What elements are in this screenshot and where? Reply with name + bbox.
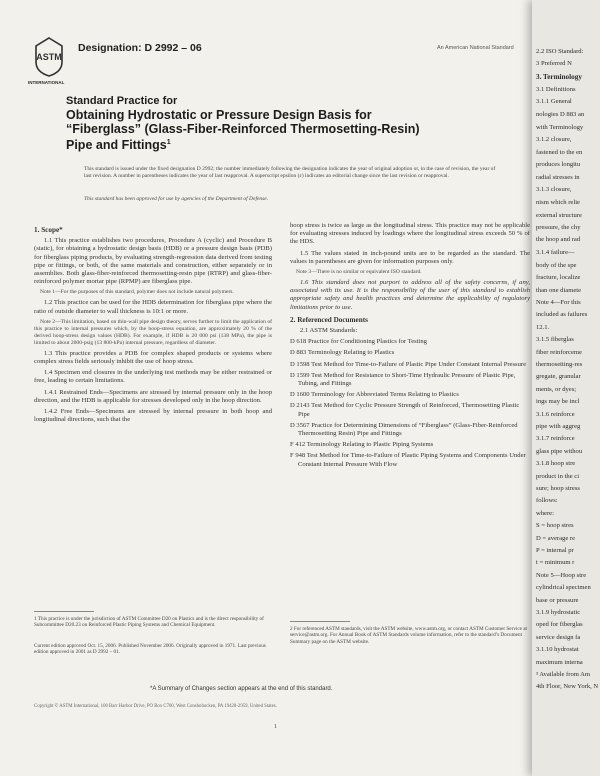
next-page-line: radial stresses in [536,173,580,181]
next-page-line: 3.1.8 hoop stre [536,460,576,468]
issuance-note: This standard is issued under the fixed designation D 2992; the number immediately following the designation indicates the year of original adoption or, in the case of revision, the year of last revision. A number in parentheses indicates the year of last reapproval. A superscript epsilon (ε) indicates an editorial change since the last revision or reapproval. [84,166,496,179]
footnote-1: 1 This practice is under the jurisdiction of ASTM Committee D20 on Plastics and is the direct responsibility of Subcommittee D20.23 on Reinforced Plastic Piping Systems and Chemical Equipment. [34,616,264,629]
next-page-line: glass pipe withou [536,447,583,455]
next-page-line: 3.1.6 reinforce [536,410,575,418]
reference-item: D 2143 Test Method for Cyclic Pressure Strength of Reinforced, Thermosetting Plastic Pipe [290,402,520,418]
left-column [34,222,272,427]
summary-of-changes-note: *A Summary of Changes section appears at the end of this standard. [150,686,333,692]
next-page-line: nologies D 883 an [536,111,585,119]
next-page-line: produces longitu [536,161,581,169]
next-page-line: ings may be incl [536,398,580,406]
astm-standards-intro: 2.1 ASTM Standards: [300,327,358,335]
page-number: 1 [274,724,277,730]
section-1-1: 1.1 This practice establishes two procedures, Procedure A (cyclic) and Procedure B (static), for obtaining a hydrostatic design basis (HDB) or a pressure design basis (PDB) for fiberglass piping products, by evaluating strength-regression data derived from testing pipe or fittings, or both, of the same materials and construction, either separately or in assemblies. Both glass-fiber-reinforced thermosetting-resin pipe (RTRP) and glass-fiber-reinforced polymer mortar pipe (RPMP) are fiberglass pipe. [34,237,272,286]
section-1-4-2-continued: hoop stress is twice as large as the longitudinal stress. This practice may not be applicable for evaluating stresses induced by loadings where the longitudinal stress exceeds 50 % of the HDS. [290,222,530,246]
next-page-line: fiber reinforceme [536,348,582,356]
next-page-line: 3.1.3 closure, [536,186,572,194]
next-page-line: thermosetting-res [536,361,583,368]
reference-item: F 948 Test Method for Time-to-Failure of Plastic Piping Systems and Components Under Constant Internal Pressure With Flow [290,452,526,468]
next-page-line: 3.1.4 failure— [536,248,575,256]
next-page-line: ³ Available from Am [536,671,591,678]
footnote-rule-right [290,621,350,622]
next-page-line: 3. Terminology [536,72,582,81]
footnote-rule-left [34,611,94,612]
next-page-line: 3.1.7 reinforce [536,435,575,443]
next-page-line: fracture, localize [536,274,581,282]
next-page-line: 3 Preferred N [536,60,572,68]
next-page-line: 3.1.5 fiberglas [536,336,574,344]
reference-item: D 883 Terminology Relating to Plastics [290,349,395,357]
logo-caption: INTERNATIONAL [28,80,65,85]
next-page-line: external structure [536,211,582,219]
next-page-line: 3.1.10 hydrostat [536,646,579,654]
next-page-line: sure; hoop stress [536,485,580,492]
referenced-documents-heading: 2. Referenced Documents [290,315,368,324]
next-page-line: 4th Floor, New York, N [536,683,599,691]
reference-list [290,338,530,469]
note-3: Note 3—There is no similar or equivalent ISO standard. [296,269,422,276]
next-page-line: pipe with aggreg [536,423,581,430]
reference-item: D 1600 Terminology for Abbreviated Terms Relating to Plastics [290,391,459,399]
next-page-line: Note 4—For this [536,299,581,306]
next-page-line: 3.1.1 General [536,98,572,106]
next-page-line: the hoop and rad [536,236,581,244]
next-page-line: included as failures [536,311,588,319]
note-1: Note 1—For the purposes of this standard, polymer does not include natural polymers. [40,289,234,296]
next-page-line: nism which relie [536,199,580,207]
note-2: Note 2—This limitation, based on thin-wall pipe design theory, serves further to limit the application of this practice to internal pressures which, by the hoop-stress equation, are approximately 20 % of the derived hoop-stress design values (HDB). For example, if HDB is 20 000 psi (138 MPa), the pipe is limited to about 2000-psig (13 800-kPa) internal pressure, regardless of diameter. [34,318,272,346]
next-page-line: 2.2 ISO Standard: [536,48,584,55]
section-1-2: 1.2 This practice can be used for the HDB determination for fiberglass pipe where the ratio of outside diameter to wall thickness is 10:1 or more. [34,299,272,315]
title-line-4: Pipe and Fittings [66,138,167,153]
copyright-line: Copyright © ASTM International, 100 Barr Harbor Drive, PO Box C700, West Conshohocken, PA 19428-2959, United States. [34,704,277,709]
next-page-line: P = internal pr [536,547,574,554]
footnote-2: 2 For referenced ASTM standards, visit the ASTM website, www.astm.org, or contact ASTM Customer Service at service@astm.org. For Annual Book of ASTM Standards volume information, refer to the standard’s Document Summary page on the ASTM website. [290,626,527,645]
next-page-line: product in the ci [536,472,580,480]
next-page-line: oped for fiberglas [536,621,583,629]
section-1-6: 1.6 This standard does not purport to address all of the safety concerns, if any, associated with its use. It is the responsibility of the user of this standard to establish appropriate safety and health practices and determine the applicability of regulatory limitations prior to use. [290,279,530,311]
next-page-line: Note 5—Hoop stre [536,571,587,579]
next-page-line: 12.1. [536,323,550,331]
next-page-line: gregate, granular [536,373,581,381]
next-page-edge [532,0,600,776]
next-page-line: than one diamete [536,286,582,294]
svg-text:ASTM: ASTM [36,52,62,62]
footnote-edition: Current edition approved Oct. 15, 2006. Published November 2006. Originally approved in 1971. Last previous edition approved in 2001 as D 2992 – 01. [34,643,266,656]
next-page-line: t = minimum r [536,559,575,567]
next-page-line: follows: [536,497,558,505]
next-page-line: 3.1.9 hydrostatic [536,609,581,616]
section-1-5: 1.5 The values stated in inch-pound units are to be regarded as the standard. The values in parentheses are given for information purposes only. [290,249,530,265]
reference-item: F 412 Terminology Relating to Plastic Piping Systems [290,441,434,449]
next-page-line: with Terminology [536,123,584,131]
scope-heading: 1. Scope* [34,226,63,234]
title-line-2: Obtaining Hydrostatic or Pressure Design Basis for [66,108,372,122]
american-national-standard-note: An American National Standard [437,45,514,51]
section-1-4-1: 1.4.1 Restrained Ends—Specimens are stressed by internal pressure only in the hoop direction, and the HDB is applicable for stresses developed only in the hoop direction. [34,388,272,404]
next-page-line: service design fa [536,633,581,641]
next-page-line: body of the spe [536,261,577,269]
reference-item: D 3567 Practice for Determining Dimensions of “Fiberglass” (Glass-Fiber-Reinforced Thermosetting Resin) Pipe and Fittings [290,421,518,438]
right-column [290,222,530,472]
title-footnote-mark: 1 [166,139,171,146]
next-page-line: ments, or dyes; [536,385,577,393]
title-line-3: “Fiberglass” (Glass-Fiber-Reinforced Thermosetting-Resin) [66,122,420,136]
section-1-4: 1.4 Specimen end closures in the underlying test methods may be either restrained or free, leading to certain limitations. [34,369,272,385]
next-page-line: S = hoop stres [536,522,574,530]
next-page-line: where: [536,509,554,517]
reference-item: D 618 Practice for Conditioning Plastics for Testing [290,338,427,346]
dod-approval-note: This standard has been approved for use by agencies of the Department of Defense. [84,196,269,202]
section-1-3: 1.3 This practice provides a PDB for complex shaped products or systems where complex stress fields seriously inhibit the use of hoop stress. [34,349,272,366]
next-page-line: 3.1.2 closure, [536,136,572,143]
next-page-line: fastened to the en [536,149,583,156]
title-line-1: Standard Practice for [66,95,178,107]
next-page-line: D = average re [536,534,576,542]
next-page-line: base or pressure [536,596,579,604]
designation: Designation: D 2992 – 06 [78,42,202,54]
reference-item: D 1599 Test Method for Resistance to Short-Time Hydraulic Pressure of Plastic Pipe, Tubing, and Fittings [290,371,516,388]
next-page-line: 3.1 Definitions [536,85,576,93]
section-1-4-2: 1.4.2 Free Ends—Specimens are stressed by internal pressure in both hoop and longitudinal directions, such that the [34,408,272,424]
document-title [66,94,486,152]
astm-logo [32,36,66,80]
reference-item: D 1598 Test Method for Time-to-Failure of Plastic Pipe Under Constant Internal Pressure [290,360,527,368]
next-page-line: maximum interna [536,658,583,666]
next-page-line: pressure, the chy [536,224,581,231]
next-page-line: cylindrical specimen [536,584,591,592]
